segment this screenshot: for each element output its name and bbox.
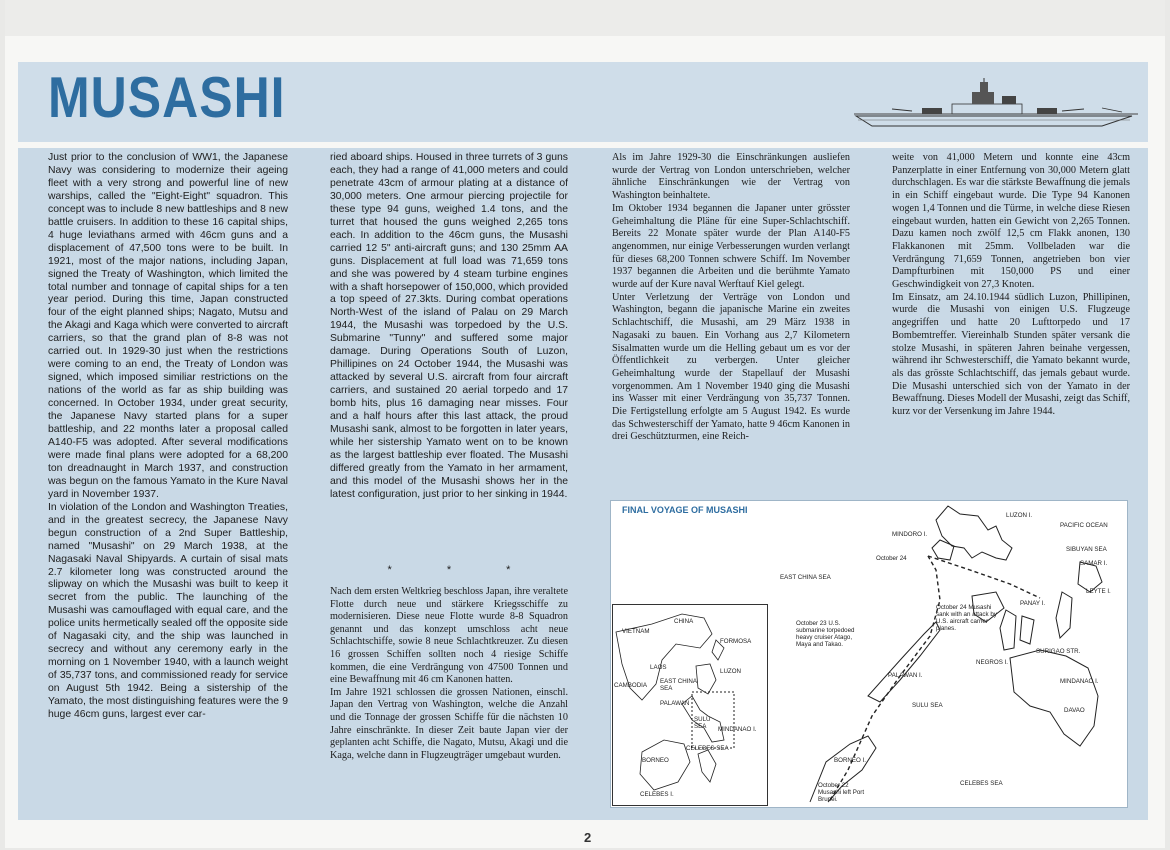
german-column-3	[612, 152, 850, 444]
map-label-east-china-sea: EAST CHINA SEA	[780, 574, 831, 581]
page-top-margin	[5, 0, 1165, 36]
map-label-palawan: PALAWAN I.	[888, 672, 923, 679]
map-note-october-23: October 23 U.S. submarine torpedoed heavy cruiser Atago, Maya and Takao.	[796, 620, 855, 648]
map-label-celebes-sea: CELEBES SEA	[960, 780, 1003, 787]
german-paragraph-5: Unter Verletzung der Verträge von London und Washington, begann die japanische Marine ein zweites Schlachtschiff, die Musashi, am 29 März 1938 in Nagasaki zu bauen. Ein Vorhang aus 2,7 Kilometern Sisalmatten wurde um die Helling gebaut um es vor der Öffentlichkeit zu verbergen. Unter gleicher Geheimhaltung wurde der Stapellauf der Musashi vorgenommen. Am 1 November 1940 ging die Musashi ins Wasser mit einer Verdrängung von 35,737 Tonnen. Die Fertigstellung erfolgte am 5 August 1942. Es wurde das Schwesterschiff der Yamato, hatte 9 46cm Kanonen in drei Geschützturmen, eine Reich-	[612, 291, 850, 443]
english-paragraph-1: Just prior to the conclusion of WW1, the Japanese Navy was considering to modernize their ageing fleet with a very strong and powerful line of new warships, called the "Eight-Eight" squadron. This concept was to include 8 new battleships and 8 new battle cruisers. In addition to these 16 capital ships, 4 huge leviathans armed with 46cm guns and a displacement of 47,500 tons were to be built. In 1921, most of the major nations, including Japan, signed the Treaty of Washington, which limited the total number and tonnage of capital ships for a ten year period. During this time, Japan constructed four of the eight planned ships; Nagato, Mutsu and the Akagi and Kaga which were converted to aircraft carriers, so that the grand plan of 8-8 was not carried out. In 1929-30 just when the restrictions were coming to an end, the Treaty of London was signed, which imposed similiar restrictions on the nations of the world as far as ship building was concerned. In October 1934, under great security, the Japanese Navy started plans for a super battleship, and 22 months later a proposal called A140-F5 was adopted. After several modifications were made final plans were adopted for a 68,200 ton dreadnaught in March 1937, and construction was begun on the famous Yamato in the Kure Naval yard in November 1937.	[48, 152, 288, 500]
map-label-samar: SAMAR I.	[1080, 560, 1108, 567]
map-note-october-22: October 22 Musashi left Port Brunei.	[818, 782, 865, 803]
map-label-borneo: BORNEO I.	[834, 757, 866, 764]
inset-label-sulu-sea: SULU SEA	[694, 716, 711, 730]
inset-label-borneo: BORNEO	[642, 757, 669, 764]
german-paragraph-2: Im Jahre 1921 schlossen die grossen Nationen, einschl. Japan den Vertrag von Washington, welche die Anzahl und die Tonnage der grossen Schiffe für die nächsten 10 Jahre einschränkte. In dieser Zeit baute Japan vier der geplanten acht Schiffe, die Nagato, Mutsu, Akagi und die Kaga, welche dann in Flugzeugträger umgebaut wurden.	[330, 686, 568, 761]
map-note-october-24b: October 24 Musashi sank with an attack by U.S. aircraft carrier planes.	[936, 604, 997, 632]
english-paragraph-2: In violation of the London and Washington Treaties, and in the greatest secrecy, the Japanese Navy begun construction of a 2nd Super Battleship, named "Musashi" on 29 March 1938, at the Nagasaki Naval Shipyards. A curtain of sisal mats 2.7 kilometer long was constructed around the slipway on which the Musashi was built to keep it secret from the public. The launching of the Musashi was camouflaged with equal care, and the police units hermetically sealed off the opposite side of Nagasaki city, and the ship was launched in secrecy and without any ceremony early in the morning on 1 November 1940, with a launch weight of 35,737 tons, and commissioned ready for service on August 5th 1942. Being a sistership of the Yamato, the most distinguishing features were the 9 huge 46cm guns, largest ever car-	[48, 501, 288, 720]
inset-label-laos: LAOS	[650, 664, 667, 671]
german-paragraph-3: Als im Jahre 1929-30 die Einschränkungen ausliefen wurde der Vertrag von London unterschrieben, welcher ähnliche Einschränkungen wie der Vertrag von Washington beinhaltete.	[612, 152, 850, 202]
map-label-panay: PANAY I.	[1020, 600, 1046, 607]
german-paragraph-1: Nach dem ersten Weltkrieg beschloss Japan, ihre veraltete Flotte durch neue und stärkere Kriegsschiffe zu modernisieren. Diese neue Flotte wurde 8-8 Squadron genannt und das konzept umschloss acht neue Schlachtschiffe, sowie 8 neue Schlachtkreuzer. Zu diesen 16 grossen Schiffen sollten noch 4 riesige Schiffe kommen, die eine Verdrängung von 47500 Tonnen und eine Bewaffnung mit 46 cm Kanonen hatten.	[330, 586, 568, 686]
english-column-2	[330, 152, 568, 502]
battleship-profile-illustration	[852, 78, 1142, 140]
inset-label-formosa: FORMOSA	[720, 638, 752, 645]
page-title: MUSASHI	[48, 65, 286, 130]
map-label-sibuyan: SIBUYAN SEA	[1066, 546, 1107, 553]
english-column-1	[48, 152, 288, 722]
map-label-sulu-sea: SULU SEA	[912, 702, 943, 709]
german-paragraph-4: Im Oktober 1934 begannen die Japaner unter grösster Geheimhaltung die Pläne für eine Super-Schlachtschiff. Bereits 22 Monate später wurde der Plan A140-F5 angenommen, nur einige Verbesserungen wurden verlangt für dieses 68,200 Tonnen schwere Schiff. Im November 1937 begannen die Arbeiten und die berühmte Yamato wurde auf der Kure naval Werftauf Kiel gelegt.	[612, 202, 850, 291]
german-paragraph-6: weite von 41,000 Metern und konnte eine 43cm Panzerplatte in einer Entfernung von 30,000 Metern glatt durchschlagen. Es war die stärkste Bewaffnung die jemals in ein Schiff eingebaut wurde. Die Type 94 Kanonen wogen 1,4 Tonnen und die Türme, in welche diese Riesen eingebaut wurden, hatten ein Gewicht von 2,265 Tonnen. Dazu kamen noch zwölf 12,5 cm Flakk anonen, 130 Flakkanonen mit 25mm. Vollbeladen war die Verdrängung 71,659 Tonnen, angetrieben bon vier Dampfturbinen mit 150,000 PS und einer Geschwindigkeit von 27,3 Knoten.	[892, 152, 1130, 291]
map-label-surigao: SURIGAO STR.	[1036, 648, 1081, 655]
map-label-mindanao: MINDANAO I.	[1060, 678, 1099, 685]
inset-label-luzon: LUZON	[720, 668, 741, 675]
inset-label-cambodia: CAMBODIA	[614, 682, 648, 689]
inset-label-palawan: PALAWAN	[660, 700, 690, 707]
inset-label-vietnam: VIETNAM	[622, 628, 650, 635]
map-label-luzon: LUZON I.	[1006, 512, 1033, 519]
inset-label-china: CHINA	[674, 618, 694, 625]
map-label-leyte: LEYTE I.	[1086, 588, 1111, 595]
inset-label-east-china-sea: EAST CHINA SEA	[660, 678, 697, 692]
separator-star: *	[446, 564, 452, 576]
section-separator	[330, 564, 568, 576]
german-paragraph-7: Im Einsatz, am 24.10.1944 südlich Luzon, Phillipinen, wurde die Musashi von einigen U.S. Flugzeuge angegriffen und hatte 20 Lufttorpedo und 17 Bombemtreffer. Viereinhalb Stunden später versank die stolze Musashi, in späteren Jahren beinahe vergessen, während ihr Schwesterschiff, die Yamato bekannt wurde, als das grösste Schlachtschiff, das jemals gebaut wurde. Die Musashi unterschied sich von der Yamato in der Bewaffnung. Dieses Modell der Musashi, zeigt das Schiff, kurz vor der Versenkung im Jahre 1944.	[892, 291, 1130, 418]
map-label-pacific: PACIFIC OCEAN	[1060, 522, 1108, 529]
german-column-2	[330, 586, 568, 762]
map-label-negros: NEGROS I.	[976, 659, 1008, 666]
inset-label-mindanao: MINDANAO I.	[718, 726, 757, 733]
inset-label-celebes: CELEBES I.	[640, 791, 674, 798]
english-paragraph-3: ried aboard ships. Housed in three turrets of 3 guns each, they had a range of 41,000 meters and could penetrate 43cm of armour plating at a distance of 30,000 meters. One armour piercing projectile for these type 94 guns, weighed 1.4 tons, and the turret that housed the guns weighed 2,265 tons each. In addition to the 46cm guns, the Musashi carried 12 5" anti-aircraft guns; and 130 25mm AA guns. Displacement at full load was 71,659 tons and she was powered by 4 steam turbine engines with a shaft horsepower of 150,000, which provided a top speed of 27.3kts. During combat operations North-West of the island of Palau on 29 March 1944, the Musashi was torpedoed by the U.S. Submarine "Tunny" and suffered some major damage. During Operations South of Luzon, Phillipines on 24 October 1944, the Musashi was attacked by several U.S. aircraft from four aircraft carriers, and sustained 20 aerial torpedo and 17 bomb hits, plus 16 damaging near misses. Four and a half hours after this last attack, the proud Musashi sank, almost to be forgotten in later years, while her sistership Yamato went on to be known as the largest battleship ever floated. The Musashi differed greatly from the Yamato in her armament, and this model of the Musashi shows her in the latest configuration, just prior to her sinking in 1944.	[330, 152, 568, 500]
map-label-mindoro: MINDORO I.	[892, 531, 928, 538]
inset-label-celebes-sea: CELEBES SEA	[686, 745, 729, 752]
map-label-october-24a: October 24	[876, 555, 907, 562]
map-label-davao: DAVAO	[1064, 707, 1085, 714]
page-number: 2	[584, 830, 592, 845]
map-title: FINAL VOYAGE OF MUSASHI	[622, 505, 748, 515]
separator-star: *	[506, 564, 511, 576]
separator-star: *	[387, 564, 392, 576]
german-column-4	[892, 152, 1130, 419]
